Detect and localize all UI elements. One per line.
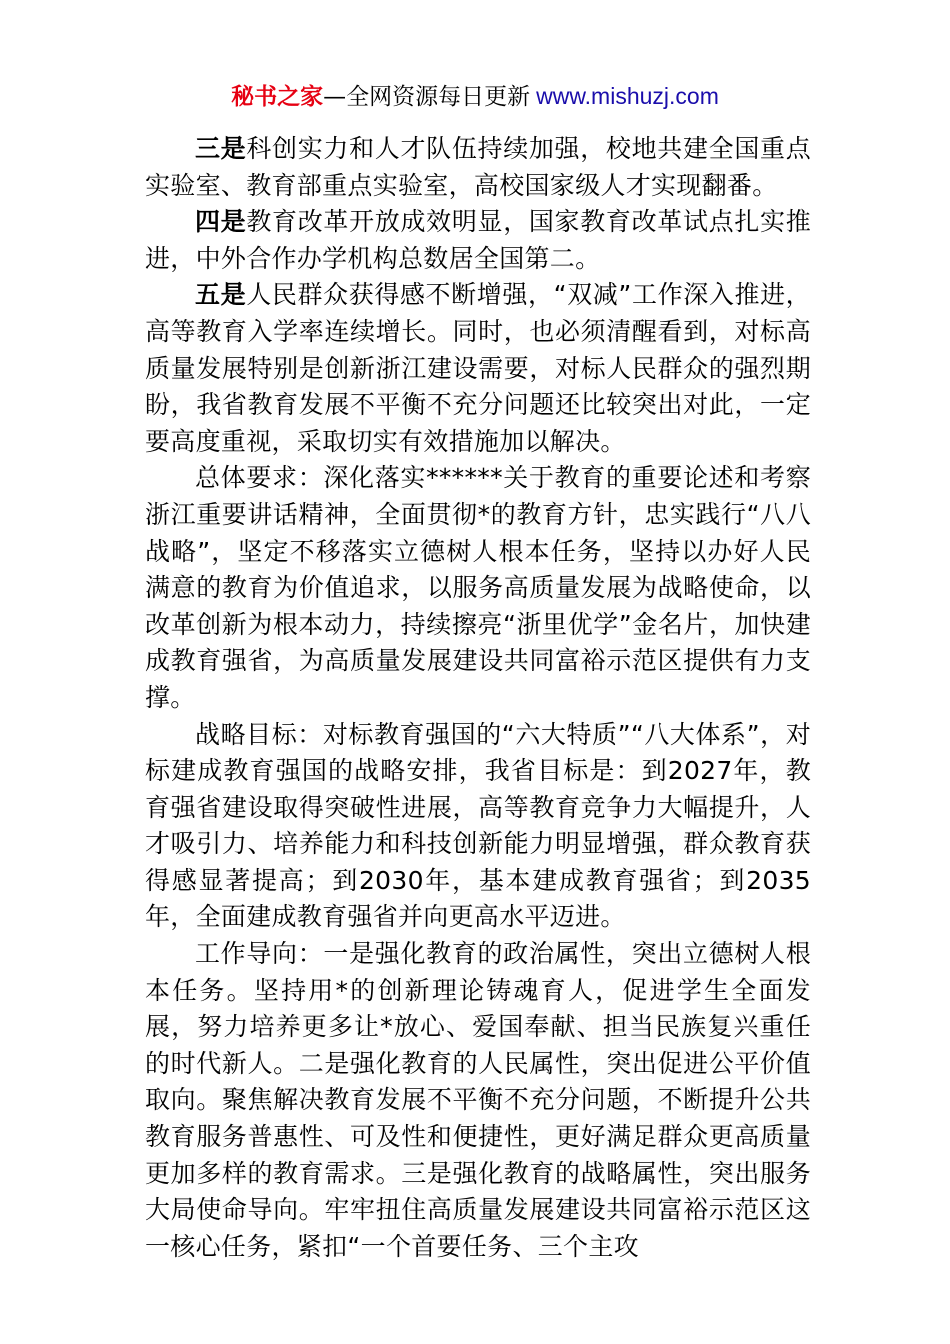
header-tagline: —全网资源每日更新	[323, 84, 531, 110]
paragraph-text: 人民群众获得感不断增强，“双减”工作深入推进，高等教育入学率连续增长。同时，也必须清醒看到，对标高质量发展特别是创新浙江建设需要，对标人民群众的强烈期盼，我省教育发展不平衡不充分问题还比较突出对此，一定要高度重视，采取切实有效措施加以解决。	[145, 280, 811, 456]
paragraph-general-requirements	[145, 460, 811, 716]
paragraph-text: 教育改革开放成效明显，国家教育改革试点扎实推进，中外合作办学机构总数居全国第二。	[145, 207, 811, 273]
paragraph-text: 总体要求：深化落实******关于教育的重要论述和考察浙江重要讲话精神，全面贯彻*的教育方针，忠实践行“八八战略”，坚定不移落实立德树人根本任务，坚持以办好人民满意的教育为价值追求，以服务高质量发展为战略使命，以改革创新为根本动力，持续擦亮“浙里优学”金名片，加快建成教育强省，为高质量发展建设共同富裕示范区提供有力支撑。	[145, 463, 811, 712]
paragraph-strategic-goals	[145, 717, 811, 937]
paragraph-text: 战略目标：对标教育强国的“六大特质”“八大体系”，对标建成教育强国的战略安排，我省目标是：到2027年，教育强省建设取得突破性进展，高等教育竞争力大幅提升，人才吸引力、培养能力和科技创新能力明显增强，群众教育获得感显著提高；到2030年，基本建成教育强省；到2035年，全面建成教育强省并向更高水平迈进。	[145, 719, 811, 932]
paragraph-work-orientation	[145, 936, 811, 1265]
document-body	[145, 131, 811, 1265]
paragraph-4	[145, 204, 811, 277]
brand-name: 秘书之家	[231, 84, 324, 110]
page-header	[0, 80, 950, 113]
paragraph-5	[145, 277, 811, 460]
paragraph-3	[145, 131, 811, 204]
site-url-link[interactable]: www.mishuzj.com	[536, 83, 719, 109]
paragraph-text: 科创实力和人才队伍持续加强，校地共建全国重点实验室、教育部重点实验室，高校国家级人才实现翻番。	[145, 134, 811, 200]
paragraph-text: 工作导向：一是强化教育的政治属性，突出立德树人根本任务。坚持用*的创新理论铸魂育人，促进学生全面发展，努力培养更多让*放心、爱国奉献、担当民族复兴重任的时代新人。二是强化教育的人民属性，突出促进公平价值取向。聚焦解决教育发展不平衡不充分问题，不断提升公共教育服务普惠性、可及性和便捷性，更好满足群众更高质量更加多样的教育需求。三是强化教育的战略属性，突出服务大局使命导向。牢牢扭住高质量发展建设共同富裕示范区这一核心任务，紧扣“一个首要任务、三个主攻	[145, 939, 811, 1261]
paragraph-lead: 三是	[195, 134, 247, 163]
paragraph-lead: 四是	[195, 207, 247, 237]
paragraph-lead: 五是	[195, 280, 247, 310]
